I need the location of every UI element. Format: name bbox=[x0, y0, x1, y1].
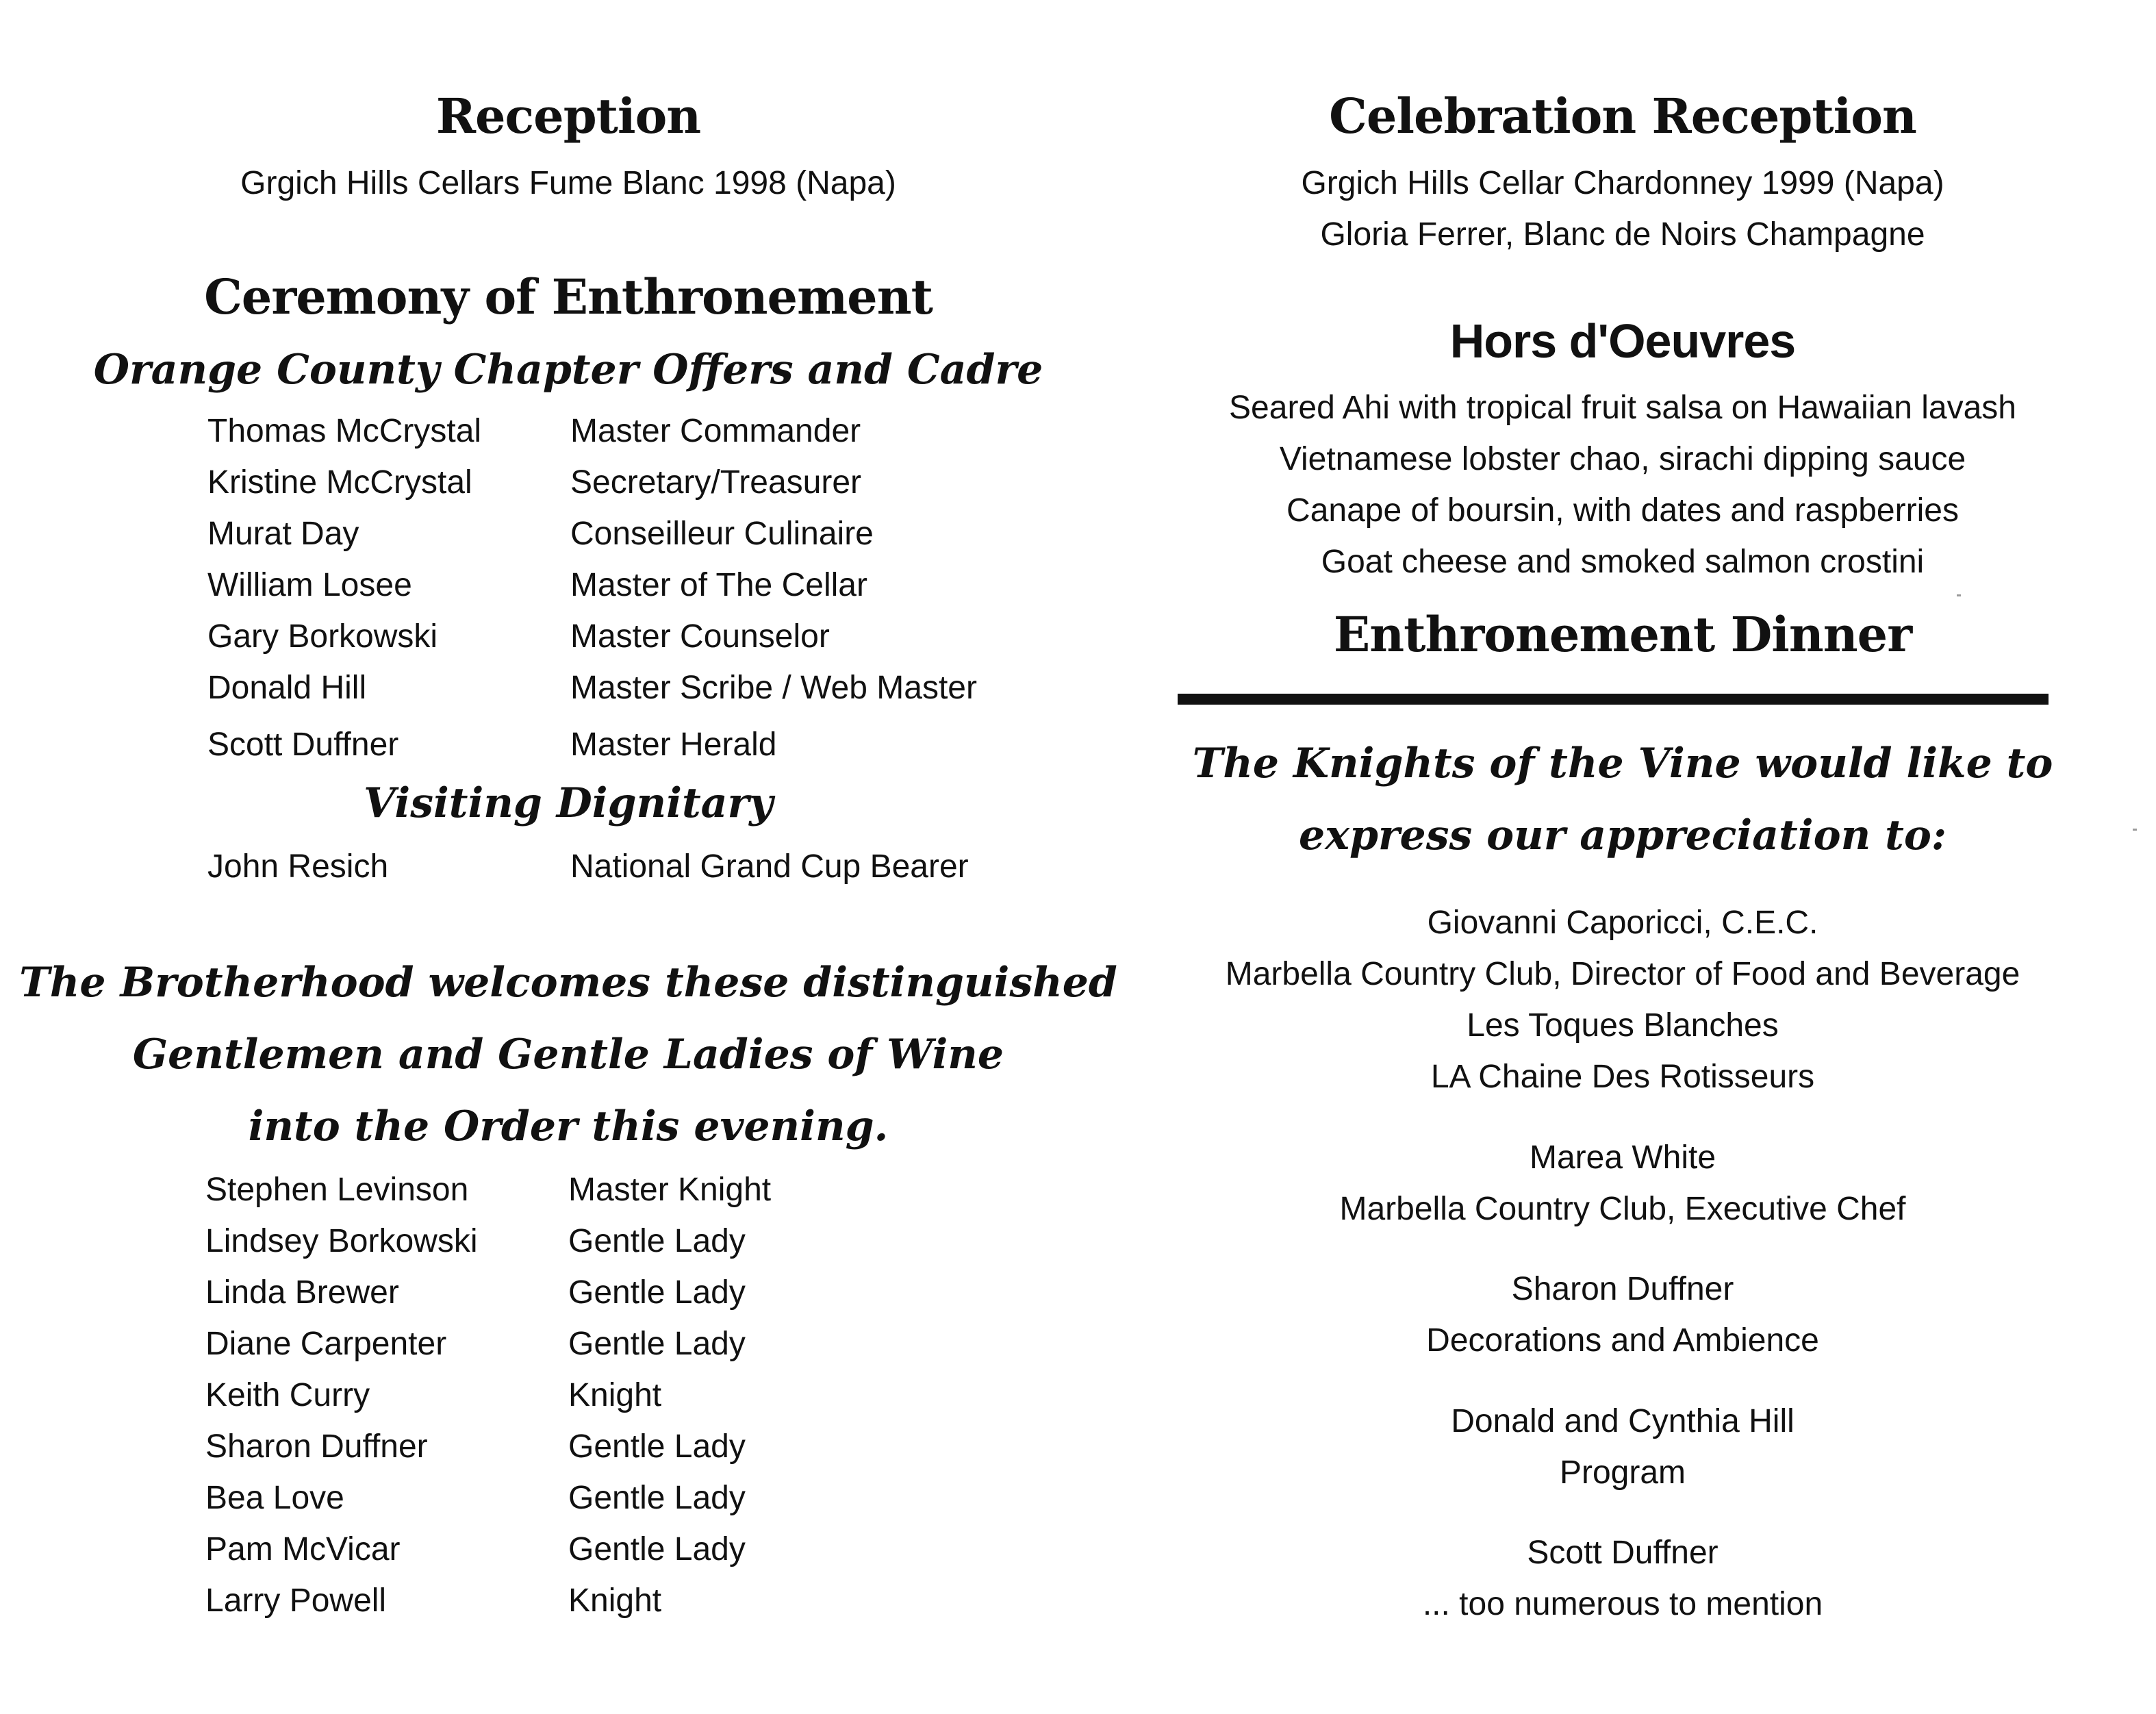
hors-doeuvres-item: Seared Ahi with tropical fruit salsa on Hawaiian lavash bbox=[1229, 390, 2016, 426]
ceremony-title: Ceremony of Enthronement bbox=[204, 268, 933, 325]
visiting-role: National Grand Cup Bearer bbox=[570, 848, 969, 885]
celebration-title: Celebration Reception bbox=[1329, 88, 1916, 144]
celebration-wine: Gloria Ferrer, Blanc de Noirs Champagne bbox=[1320, 216, 1925, 253]
appreciation-entry: Decorations and Ambience bbox=[1426, 1322, 1819, 1359]
brotherhood-line: Gentlemen and Gentle Ladies of Wine bbox=[132, 1031, 1004, 1079]
officer-name: Scott Duffner bbox=[207, 727, 399, 763]
member-role: Gentle Lady bbox=[568, 1480, 746, 1516]
member-name: Diane Carpenter bbox=[205, 1326, 447, 1362]
celebration-wine: Grgich Hills Cellar Chardonney 1999 (Napa) bbox=[1301, 165, 1944, 201]
officer-name: Kristine McCrystal bbox=[207, 464, 472, 501]
brotherhood-line: The Brotherhood welcomes these distinguished bbox=[19, 959, 1117, 1007]
appreciation-entry: Scott Duffner bbox=[1527, 1535, 1719, 1571]
hors-doeuvres-item: Vietnamese lobster chao, sirachi dipping sauce bbox=[1279, 441, 1966, 477]
appreciation-entry: LA Chaine Des Rotisseurs bbox=[1430, 1059, 1815, 1095]
visiting-name: John Resich bbox=[207, 848, 389, 885]
officer-role: Secretary/Treasurer bbox=[570, 464, 862, 501]
scan-speck bbox=[2133, 829, 2137, 831]
scan-speck bbox=[1957, 594, 1961, 596]
appreciation-line: express our appreciation to: bbox=[1299, 811, 1946, 859]
officer-role: Conseilleur Culinaire bbox=[570, 516, 874, 552]
member-name: Larry Powell bbox=[205, 1583, 387, 1619]
officer-role: Master Scribe / Web Master bbox=[570, 670, 977, 706]
member-name: Keith Curry bbox=[205, 1377, 370, 1413]
member-role: Gentle Lady bbox=[568, 1428, 746, 1465]
hors-doeuvres-item: Canape of boursin, with dates and raspberries bbox=[1286, 492, 1959, 529]
section-divider bbox=[1178, 694, 2049, 705]
dinner-title: Enthronement Dinner bbox=[1333, 606, 1912, 663]
officer-role: Master of The Cellar bbox=[570, 567, 867, 603]
member-name: Pam McVicar bbox=[205, 1531, 401, 1567]
appreciation-entry: Les Toques Blanches bbox=[1467, 1007, 1779, 1044]
member-role: Master Knight bbox=[568, 1172, 772, 1208]
appreciation-entry: Marbella Country Club, Executive Chef bbox=[1339, 1191, 1906, 1227]
appreciation-entry: Donald and Cynthia Hill bbox=[1451, 1403, 1794, 1439]
officer-name: Murat Day bbox=[207, 516, 359, 552]
appreciation-entry: ... too numerous to mention bbox=[1422, 1586, 1823, 1622]
member-role: Knight bbox=[568, 1583, 662, 1619]
member-role: Gentle Lady bbox=[568, 1223, 746, 1259]
member-name: Sharon Duffner bbox=[205, 1428, 428, 1465]
officer-name: William Losee bbox=[207, 567, 412, 603]
chapter-heading: Orange County Chapter Offers and Cadre bbox=[93, 346, 1043, 394]
member-name: Bea Love bbox=[205, 1480, 344, 1516]
reception-title: Reception bbox=[435, 88, 701, 144]
hors-doeuvres-title: Hors d'Oeuvres bbox=[1449, 314, 1796, 368]
reception-wine: Grgich Hills Cellars Fume Blanc 1998 (Napa) bbox=[240, 165, 896, 201]
officer-role: Master Counselor bbox=[570, 618, 830, 655]
member-role: Gentle Lady bbox=[568, 1531, 746, 1567]
officer-role: Master Commander bbox=[570, 413, 861, 449]
member-name: Stephen Levinson bbox=[205, 1172, 469, 1208]
officer-name: Thomas McCrystal bbox=[207, 413, 482, 449]
appreciation-line: The Knights of the Vine would like to bbox=[1192, 740, 2053, 787]
appreciation-entry: Giovanni Caporicci, C.E.C. bbox=[1427, 905, 1818, 941]
hors-doeuvres-item: Goat cheese and smoked salmon crostini bbox=[1321, 544, 1925, 580]
member-role: Knight bbox=[568, 1377, 662, 1413]
member-name: Lindsey Borkowski bbox=[205, 1223, 478, 1259]
appreciation-entry: Sharon Duffner bbox=[1511, 1271, 1734, 1307]
member-role: Gentle Lady bbox=[568, 1326, 746, 1362]
member-name: Linda Brewer bbox=[205, 1274, 399, 1311]
appreciation-entry: Marea White bbox=[1529, 1139, 1716, 1176]
appreciation-entry: Program bbox=[1559, 1454, 1686, 1491]
officer-role: Master Herald bbox=[570, 727, 777, 763]
visiting-heading: Visiting Dignitary bbox=[363, 779, 774, 827]
officer-name: Gary Borkowski bbox=[207, 618, 438, 655]
member-role: Gentle Lady bbox=[568, 1274, 746, 1311]
appreciation-entry: Marbella Country Club, Director of Food and Beverage bbox=[1225, 956, 2020, 992]
brotherhood-line: into the Order this evening. bbox=[248, 1102, 889, 1150]
officer-name: Donald Hill bbox=[207, 670, 367, 706]
